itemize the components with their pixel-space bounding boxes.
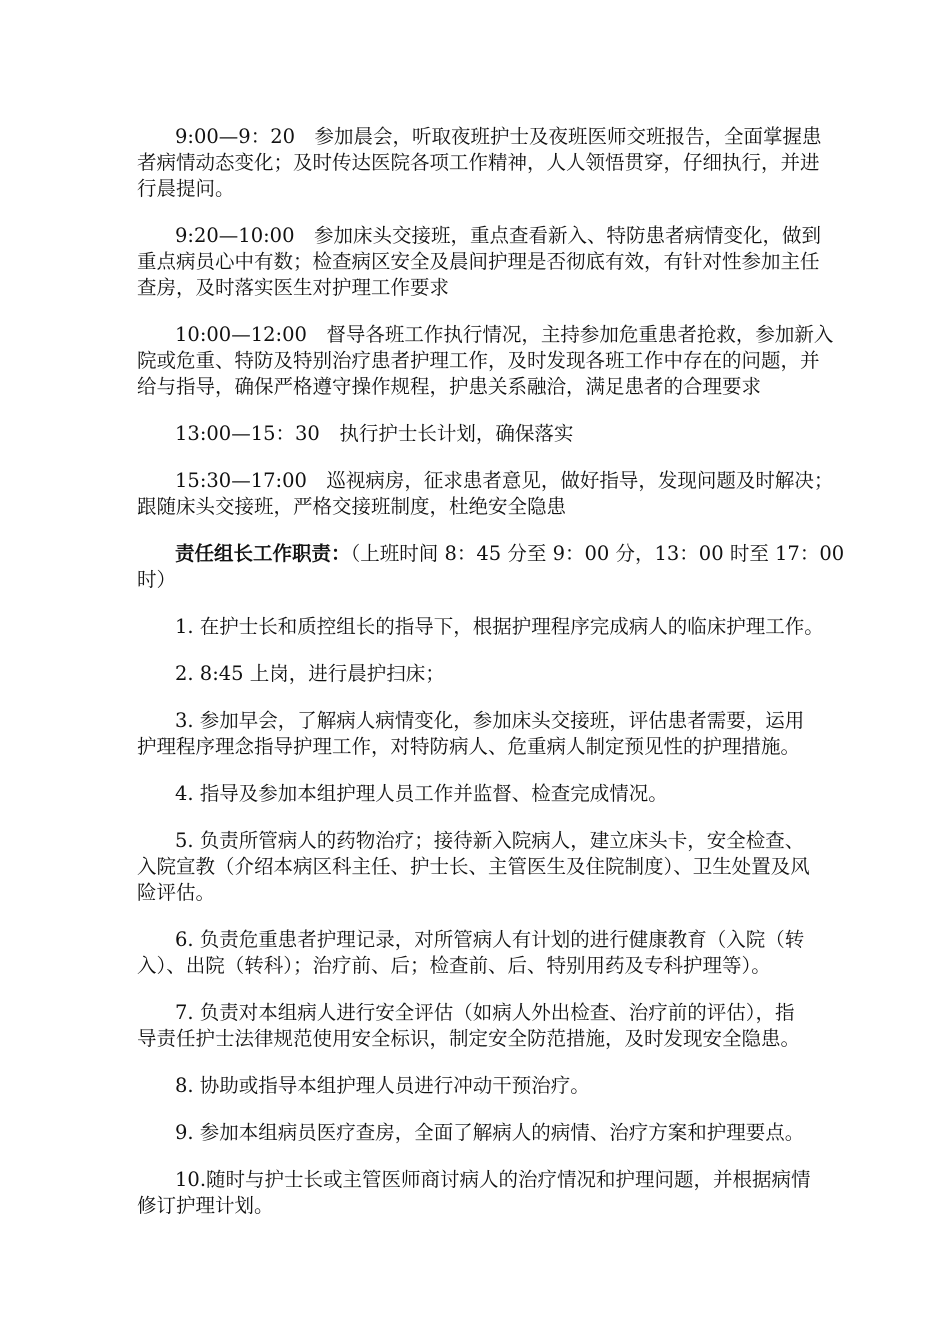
section-hours-cont: 时） xyxy=(137,568,177,591)
duty-item xyxy=(137,614,824,640)
duty-item-line: 7. 负责对本组病人进行安全评估（如病人外出检查、治疗前的评估），指 xyxy=(175,1001,795,1024)
duty-item xyxy=(137,1120,809,1146)
duty-item-line: 9. 参加本组病员医疗查房，全面了解病人的病情、治疗方案和护理要点。 xyxy=(175,1121,805,1144)
duty-item xyxy=(137,1073,809,1099)
schedule-paragraph-line: 9:00—9：20 参加晨会，听取夜班护士及夜班医师交班报告，全面掌握患 xyxy=(175,125,822,148)
duty-item-line: 10.随时与护士长或主管医师商讨病人的治疗情况和护理问题，并根据病情 xyxy=(175,1168,811,1191)
schedule-paragraph-line: 10:00—12:00 督导各班工作执行情况，主持参加危重患者抢救，参加新入 xyxy=(175,323,834,346)
duty-item xyxy=(137,661,809,687)
schedule-paragraph-line: 跟随床头交接班，严格交接班制度，杜绝安全隐患 xyxy=(137,495,567,518)
duty-item-line: 4. 指导及参加本组护理人员工作并监督、检查完成情况。 xyxy=(175,782,668,805)
section-hours: （上班时间 8：45 分至 9：00 分，13：00 时至 17：00 xyxy=(350,542,845,565)
schedule-paragraph xyxy=(137,223,821,301)
duty-item-line: 护理程序理念指导护理工作，对特防病人、危重病人制定预见性的护理措施。 xyxy=(137,735,801,758)
duty-item-line: 5. 负责所管病人的药物治疗；接待新入院病人，建立床头卡，安全检查、 xyxy=(175,829,805,852)
section-title: 责任组长工作职责： xyxy=(175,542,351,565)
schedule-paragraph xyxy=(137,322,834,400)
schedule-paragraph-line: 15:30—17:00 巡视病房，征求患者意见，做好指导，发现问题及时解决； xyxy=(175,469,834,492)
duty-item-line: 3. 参加早会，了解病人病情变化，参加床头交接班，评估患者需要，运用 xyxy=(175,709,805,732)
duty-item-line: 导责任护士法律规范使用安全标识，制定安全防范措施，及时发现安全隐患。 xyxy=(137,1027,801,1050)
duty-item xyxy=(137,1167,809,1219)
duty-item-line: 入院宣教（介绍本病区科主任、护士长、主管医生及住院制度）、卫生处置及风 xyxy=(137,855,810,878)
duties-list xyxy=(137,614,824,1219)
schedule-paragraph xyxy=(137,421,809,447)
duty-item-line: 8. 协助或指导本组护理人员进行冲动干预治疗。 xyxy=(175,1074,590,1097)
duty-item-line: 险评估。 xyxy=(137,881,216,904)
schedule-paragraph xyxy=(137,124,822,202)
schedule-section xyxy=(137,124,834,520)
duty-item-line: 2. 8:45 上岗，进行晨护扫床； xyxy=(175,662,445,685)
duty-item xyxy=(137,708,809,760)
duty-item xyxy=(137,1000,809,1052)
duty-item-line: 6. 负责危重患者护理记录，对所管病人有计划的进行健康教育（入院（转 xyxy=(175,928,805,951)
duty-item xyxy=(137,828,809,906)
schedule-paragraph-line: 13:00—15：30 执行护士长计划，确保落实 xyxy=(175,422,574,445)
document-body xyxy=(137,124,845,1240)
schedule-paragraph-line: 9:20—10:00 参加床头交接班，重点查看新入、特防患者病情变化，做到 xyxy=(175,224,821,247)
schedule-paragraph-line: 院或危重、特防及特别治疗患者护理工作，及时发现各班工作中存在的问题，并 xyxy=(137,349,820,372)
duty-item xyxy=(137,781,809,807)
section-heading xyxy=(137,541,845,593)
duty-item-line: 修订护理计划。 xyxy=(137,1194,274,1217)
schedule-paragraph xyxy=(137,468,834,520)
schedule-paragraph-line: 重点病员心中有数；检查病区安全及晨间护理是否彻底有效，有针对性参加主任 xyxy=(137,250,820,273)
duty-item-line: 1. 在护士长和质控组长的指导下，根据护理程序完成病人的临床护理工作。 xyxy=(175,615,824,638)
schedule-paragraph-line: 给与指导，确保严格遵守操作规程，护患关系融洽，满足患者的合理要求 xyxy=(137,375,762,398)
schedule-paragraph-line: 查房，及时落实医生对护理工作要求 xyxy=(137,276,450,299)
schedule-paragraph-line: 者病情动态变化；及时传达医院各项工作精神，人人领悟贯穿，仔细执行，并进 xyxy=(137,151,820,174)
schedule-paragraph-line: 行晨提问。 xyxy=(137,177,235,200)
duty-item xyxy=(137,927,809,979)
duty-item-line: 入）、出院（转科）；治疗前、后；检查前、后、特别用药及专科护理等）。 xyxy=(137,954,771,977)
